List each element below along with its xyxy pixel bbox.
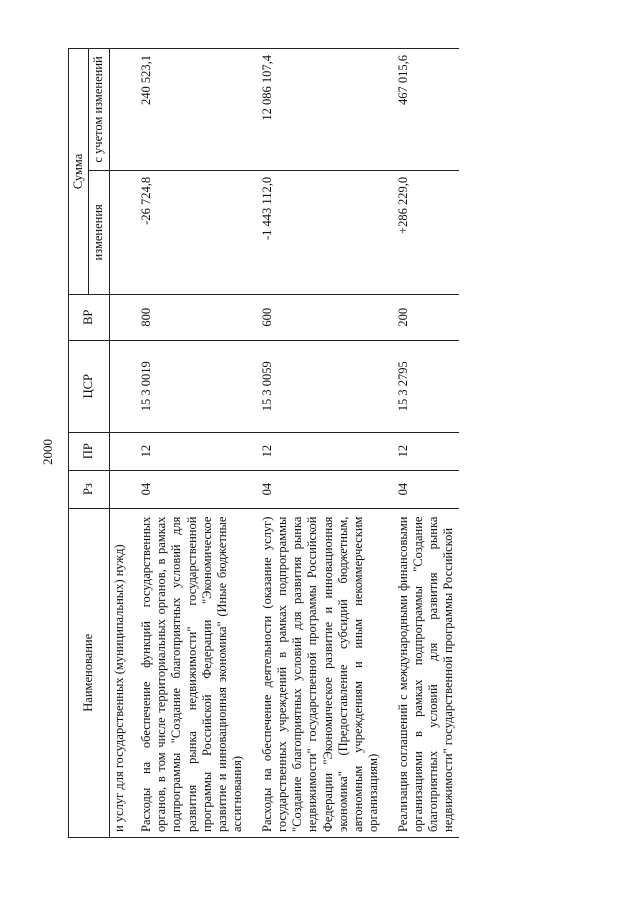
header-sum: Сумма — [69, 49, 89, 295]
table-row — [109, 49, 137, 838]
page-number: 2000 — [40, 439, 55, 465]
row-pr: 12 — [258, 432, 394, 470]
row-vr — [109, 294, 137, 340]
header-vr: ВР — [69, 294, 110, 340]
row-vr: 600 — [258, 294, 394, 340]
header-name: Наименование — [69, 508, 110, 837]
row-name: Расходы на обеспечение функций государственных органов, в том числе территориальных органов, в рамках подпрограммы "Создание благоприятных условий для развития рынка недвижимости" государственной программы Российской Федерации "Экономическое развитие и инновационная экономика" (Иные бюджетные ассигнования) — [137, 508, 258, 837]
row-name: и услуг для государственных (муниципальных) нужд) — [109, 508, 137, 837]
header-rz: Рз — [69, 470, 110, 508]
header-with-changes: с учетом изменений — [89, 49, 109, 171]
row-name: Расходы на обеспечение деятельности (оказание услуг) государственных учреждений в рамках подпрограммы "Создание благоприятных условий для развития рынка недвижимости" государственной программы Российской Федерации "Экономическое развитие и инновационная экономика" (Предоставление субсидий бюджетным, автономным учреждениям и иным некоммерческим организациям) — [258, 508, 394, 837]
table-row — [137, 49, 258, 838]
row-total: 12 086 107,4 — [258, 49, 394, 171]
row-csr — [109, 340, 137, 432]
row-pr — [109, 432, 137, 470]
header-change: изменения — [89, 170, 109, 294]
row-csr: 15 3 0059 — [258, 340, 394, 432]
row-name: Реализация соглашений с международными финансовыми организациями в рамках подпрограммы "Создание благоприятных условий для развития рынка недвижимости" государственной программы Российской — [394, 508, 459, 837]
row-csr: 15 3 0019 — [137, 340, 258, 432]
row-change: -1 443 112,0 — [258, 170, 394, 294]
header-csr: ЦСР — [69, 340, 110, 432]
row-vr: 200 — [394, 294, 459, 340]
row-change: +286 229,0 — [394, 170, 459, 294]
row-rz — [109, 470, 137, 508]
row-vr: 800 — [137, 294, 258, 340]
row-change — [109, 170, 137, 294]
row-total — [109, 49, 137, 171]
row-rz: 04 — [137, 470, 258, 508]
row-rz: 04 — [258, 470, 394, 508]
budget-table — [68, 48, 459, 838]
row-pr: 12 — [394, 432, 459, 470]
row-rz: 04 — [394, 470, 459, 508]
row-total: 467 015,6 — [394, 49, 459, 171]
row-pr: 12 — [137, 432, 258, 470]
table-row — [394, 49, 459, 838]
table-row — [258, 49, 394, 838]
rotated-table-container — [68, 48, 580, 838]
row-change: -26 724,8 — [137, 170, 258, 294]
header-pr: ПР — [69, 432, 110, 470]
row-csr: 15 3 2795 — [394, 340, 459, 432]
row-total: 240 523,1 — [137, 49, 258, 171]
